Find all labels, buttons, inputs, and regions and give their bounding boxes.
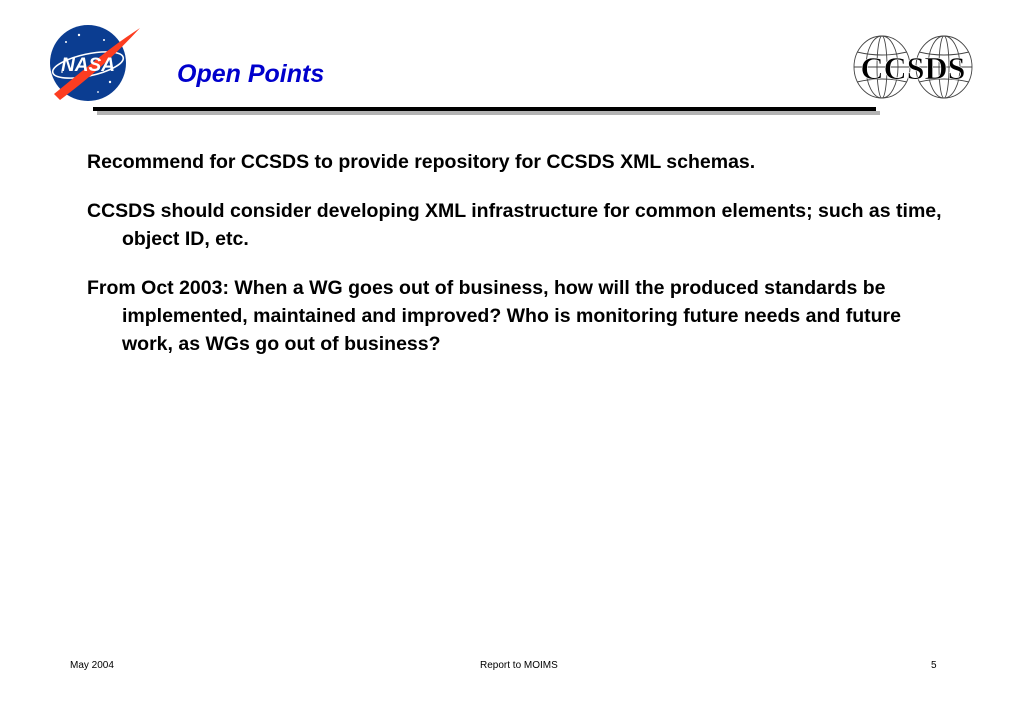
- page-number: 5: [931, 660, 937, 671]
- nasa-logo-icon: [44, 22, 144, 104]
- bullet-item: CCSDS should consider developing XML infrastructure for common elements; such as time, object ID, etc.: [87, 200, 942, 250]
- svg-text:NASA: NASA: [61, 55, 115, 76]
- bullet-item: Recommend for CCSDS to provide repository for CCSDS XML schemas.: [87, 151, 756, 173]
- title-divider-shadow: [97, 111, 880, 115]
- bullet-item: From Oct 2003: When a WG goes out of business, how will the produced standards be implemented, maintained and improved? Who is monitoring future needs and future work, as WGs go out of business?: [87, 277, 901, 355]
- bullet-list: [87, 148, 947, 379]
- footer-date: May 2004: [70, 660, 114, 671]
- ccsds-globe-logo-icon: [852, 34, 974, 100]
- title-divider: [93, 107, 876, 111]
- slide-title: Open Points: [177, 60, 325, 88]
- footer-title: Report to MOIMS: [480, 660, 558, 671]
- svg-text:CCSDS: CCSDS: [860, 50, 966, 86]
